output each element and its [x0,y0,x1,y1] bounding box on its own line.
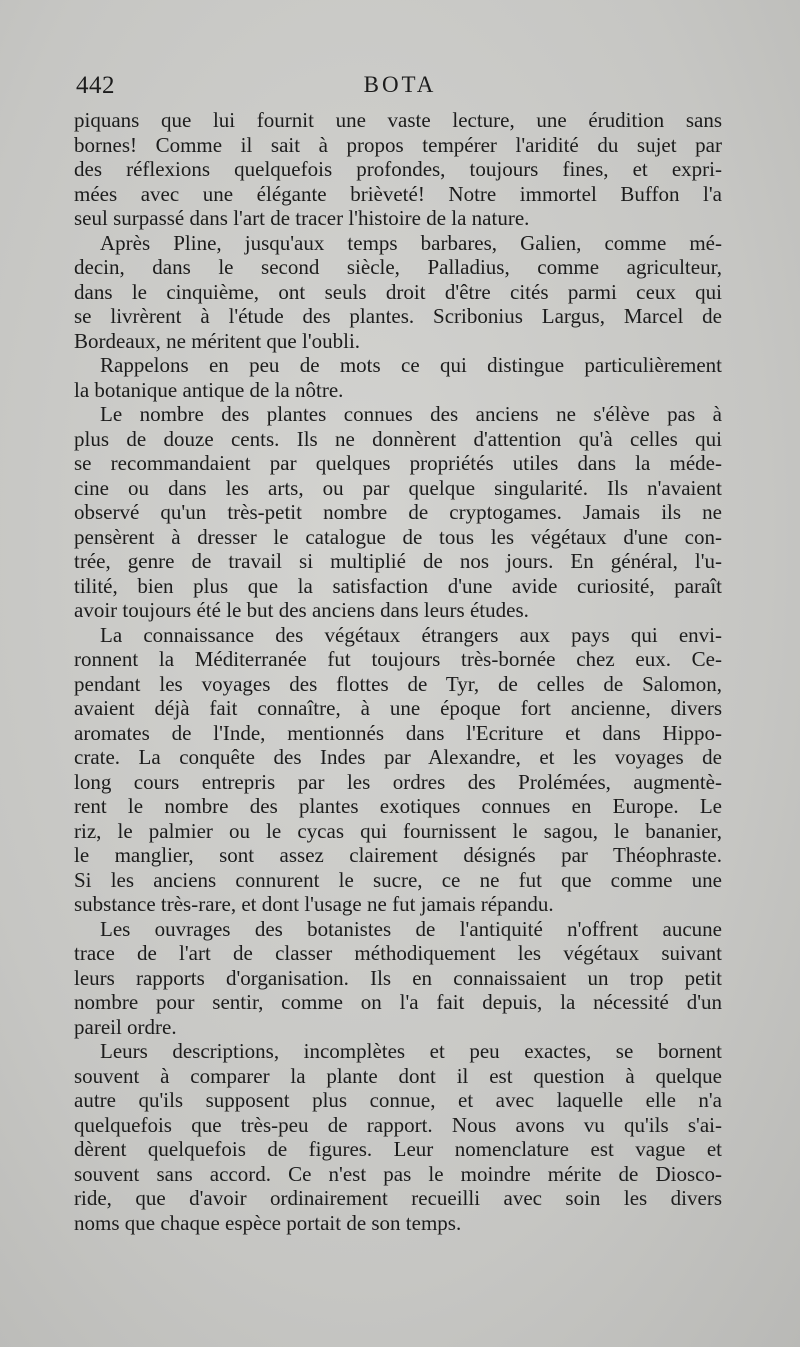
text-line: nombre pour sentir, comme on l'a fait depuis, la nécessité d'un [74,990,722,1014]
text-line: noms que chaque espèce portait de son temps. [74,1210,462,1235]
text-line: Rappelons en peu de mots ce qui distingue particulièrement [100,353,722,377]
text-line: avoir toujours été le but des anciens dans leurs études. [74,598,529,622]
text-line: la botanique antique de la nôtre. [74,377,344,402]
body-text [74,108,722,1235]
text-line: rent le nombre des plantes exotiques connues en Europe. Le [74,794,722,818]
text-line: plus de douze cents. Ils ne donnèrent d'attention qu'à celles qui [74,426,722,451]
paragraph [74,917,722,1040]
text-line: Bordeaux, ne méritent que l'oubli. [74,328,361,353]
text-line: mées avec une élégante brièveté! Notre immortel Buffon l'a [74,181,722,206]
text-line: riz, le palmier ou le cycas qui fournissent le sagou, le bananier, [74,818,722,843]
text-line: crate. La conquête des Indes par Alexandre, et les voyages de [74,745,722,769]
text-line: tilité, bien plus que la satisfaction d'une avide curiosité, paraît [74,573,722,598]
text-line: se livrèrent à l'étude des plantes. Scribonius Largus, Marcel de [74,304,722,328]
text-line: Si les anciens connurent le sucre, ce ne fut que comme une [74,867,722,892]
text-line: pendant les voyages des flottes de Tyr, de celles de Salomon, [74,671,722,696]
text-line: Les ouvrages des botanistes de l'antiquité n'offrent aucune [100,916,722,941]
text-line: cine ou dans les arts, ou par quelque singularité. Ils n'avaient [74,475,722,500]
text-line: piquans que lui fournit une vaste lecture, une érudition sans [74,108,722,132]
paragraph [74,1039,722,1235]
page-number: 442 [76,72,115,99]
text-line: La connaissance des végétaux étrangers aux pays qui envi- [100,622,722,647]
text-line: Le nombre des plantes connues des anciens ne s'élève pas à [100,402,722,426]
text-line: le manglier, sont assez clairement désignés par Théophraste. [74,843,722,867]
text-line: pareil ordre. [74,1014,177,1039]
text-line: aromates de l'Inde, mentionnés dans l'Ecriture et dans Hippo- [74,720,722,745]
text-line: Après Pline, jusqu'aux temps barbares, Galien, comme mé- [100,230,722,255]
text-line: se recommandaient par quelques propriétés utiles dans la méde- [74,451,722,475]
text-line: Leurs descriptions, incomplètes et peu exactes, se bornent [100,1039,722,1063]
paragraph [74,108,722,231]
paragraph [74,353,722,402]
paragraph [74,623,722,917]
text-line: ride, que d'avoir ordinairement recueilli avec soin les divers [74,1186,722,1210]
text-line: trée, genre de travail si multiplié de nos jours. En général, l'u- [74,549,722,573]
text-line: observé qu'un très-petit nombre de cryptogames. Jamais ils ne [74,500,722,524]
text-line: seul surpassé dans l'art de tracer l'histoire de la nature. [74,206,530,230]
text-line: dèrent quelquefois de figures. Leur nomenclature est vague et [74,1137,722,1161]
text-line: decin, dans le second siècle, Palladius, comme agriculteur, [74,255,722,279]
running-head: BOTA [363,72,437,97]
text-line: trace de l'art de classer méthodiquement les végétaux suivant [74,941,722,965]
text-line: souvent à comparer la plante dont il est question à quelque [74,1063,722,1088]
text-line: ronnent la Méditerranée fut toujours très-bornée chez eux. Ce- [74,647,722,671]
paragraph [74,402,722,623]
text-line: bornes! Comme il sait à propos tempérer l'aridité du sujet par [74,132,722,157]
text-line: avaient déjà fait connaître, à une époque fort ancienne, divers [74,696,722,720]
text-line: autre qu'ils supposent plus connue, et avec laquelle elle n'a [74,1088,722,1112]
text-line: des réflexions quelquefois profondes, toujours fines, et expri- [74,157,722,181]
text-line: pensèrent à dresser le catalogue de tous les végétaux d'une con- [74,524,722,549]
text-line: substance très-rare, et dont l'usage ne fut jamais répandu. [74,892,554,916]
text-line: dans le cinquième, ont seuls droit d'être cités parmi ceux qui [74,279,722,304]
text-line: quelquefois que très-peu de rapport. Nous avons vu qu'ils s'ai- [74,1112,722,1137]
text-line: souvent sans accord. Ce n'est pas le moindre mérite de Diosco- [74,1161,722,1186]
text-line: leurs rapports d'organisation. Ils en connaissaient un trop petit [74,965,722,990]
paragraph [74,231,722,354]
text-line: long cours entrepris par les ordres des Prolémées, augmentè- [74,769,722,794]
